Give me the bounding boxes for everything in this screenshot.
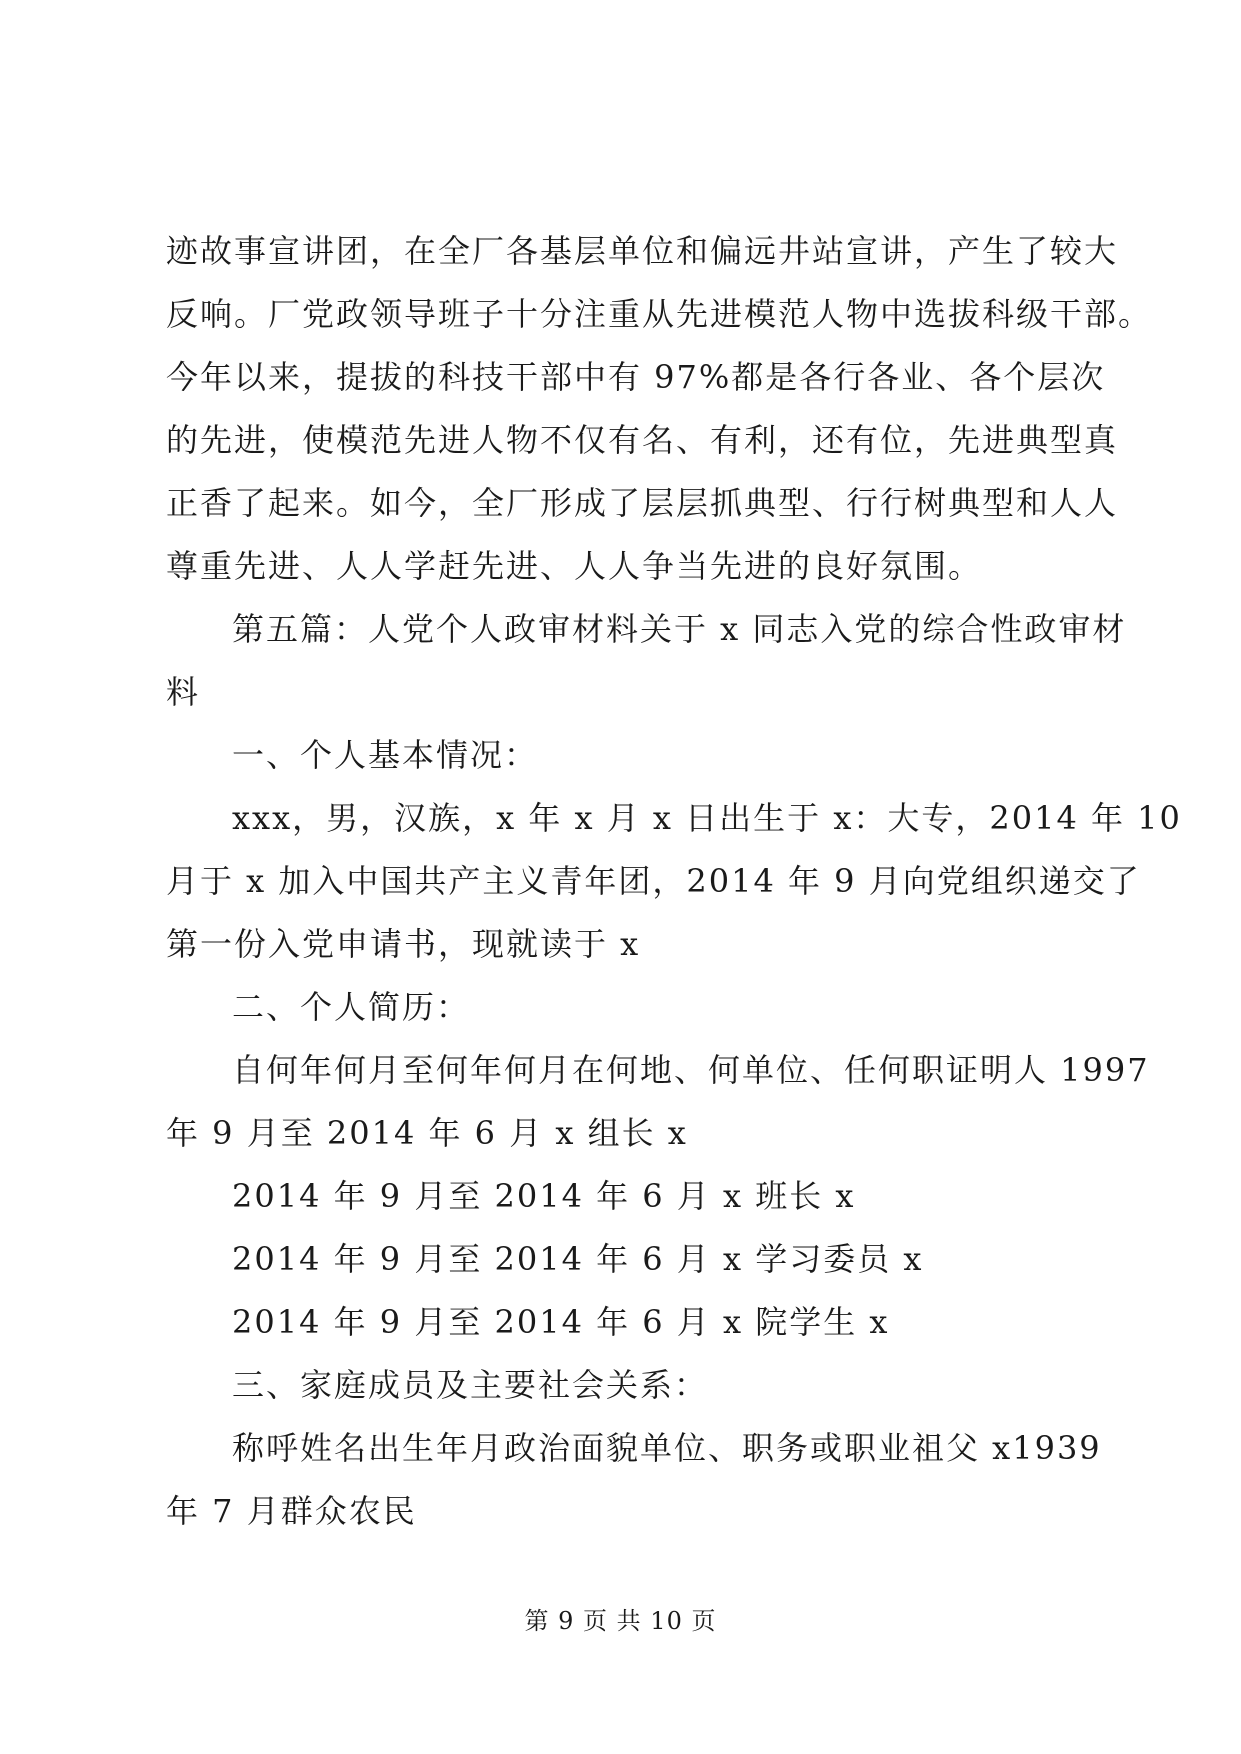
text-line: 2014 年 9 月至 2014 年 6 月 x 院学生 x xyxy=(232,1303,890,1341)
text-line: 尊重先进、人人学赶先进、人人争当先进的良好氛围。 xyxy=(166,547,983,585)
text-line: 反响。厂党政领导班子十分注重从先进模范人物中选拔科级干部。 xyxy=(166,295,1153,333)
text-line: 年 7 月群众农民 xyxy=(166,1492,417,1530)
section-heading-continued: 料 xyxy=(166,673,201,711)
subsection-heading: 一、个人基本情况： xyxy=(232,736,539,774)
text-line: 迹故事宣讲团，在全厂各基层单位和偏远井站宣讲，产生了较大 xyxy=(166,232,1119,270)
page-footer xyxy=(0,1606,1241,1636)
section-heading: 第五篇：人党个人政审材料关于 x 同志入党的综合性政审材 xyxy=(232,610,1127,648)
text-line: 2014 年 9 月至 2014 年 6 月 x 学习委员 x xyxy=(232,1240,924,1278)
subsection-heading: 二、个人简历： xyxy=(232,988,471,1026)
text-line: 的先进，使模范先进人物不仅有名、有利，还有位，先进典型真 xyxy=(166,421,1119,459)
text-line: 月于 x 加入中国共产主义青年团，2014 年 9 月向党组织递交了 xyxy=(166,862,1141,900)
page-number: 第 9 页 共 10 页 xyxy=(524,1607,717,1635)
text-line: 正香了起来。如今，全厂形成了层层抓典型、行行树典型和人人 xyxy=(166,484,1119,522)
text-line: 称呼姓名出生年月政治面貌单位、职务或职业祖父 x1939 xyxy=(232,1429,1102,1467)
subsection-heading: 三、家庭成员及主要社会关系： xyxy=(232,1366,709,1404)
text-line: 2014 年 9 月至 2014 年 6 月 x 班长 x xyxy=(232,1177,856,1215)
text-line: 年 9 月至 2014 年 6 月 x 组长 x xyxy=(166,1114,688,1152)
text-line: 第一份入党申请书，现就读于 x xyxy=(166,925,641,963)
text-line: 今年以来，提拔的科技干部中有 97%都是各行各业、各个层次 xyxy=(166,358,1106,396)
text-line: xxx，男，汉族，x 年 x 月 x 日出生于 x：大专，2014 年 10 xyxy=(232,799,1182,837)
text-line: 自何年何月至何年何月在何地、何单位、任何职证明人 1997 xyxy=(232,1051,1150,1089)
document-body xyxy=(166,220,1182,1543)
